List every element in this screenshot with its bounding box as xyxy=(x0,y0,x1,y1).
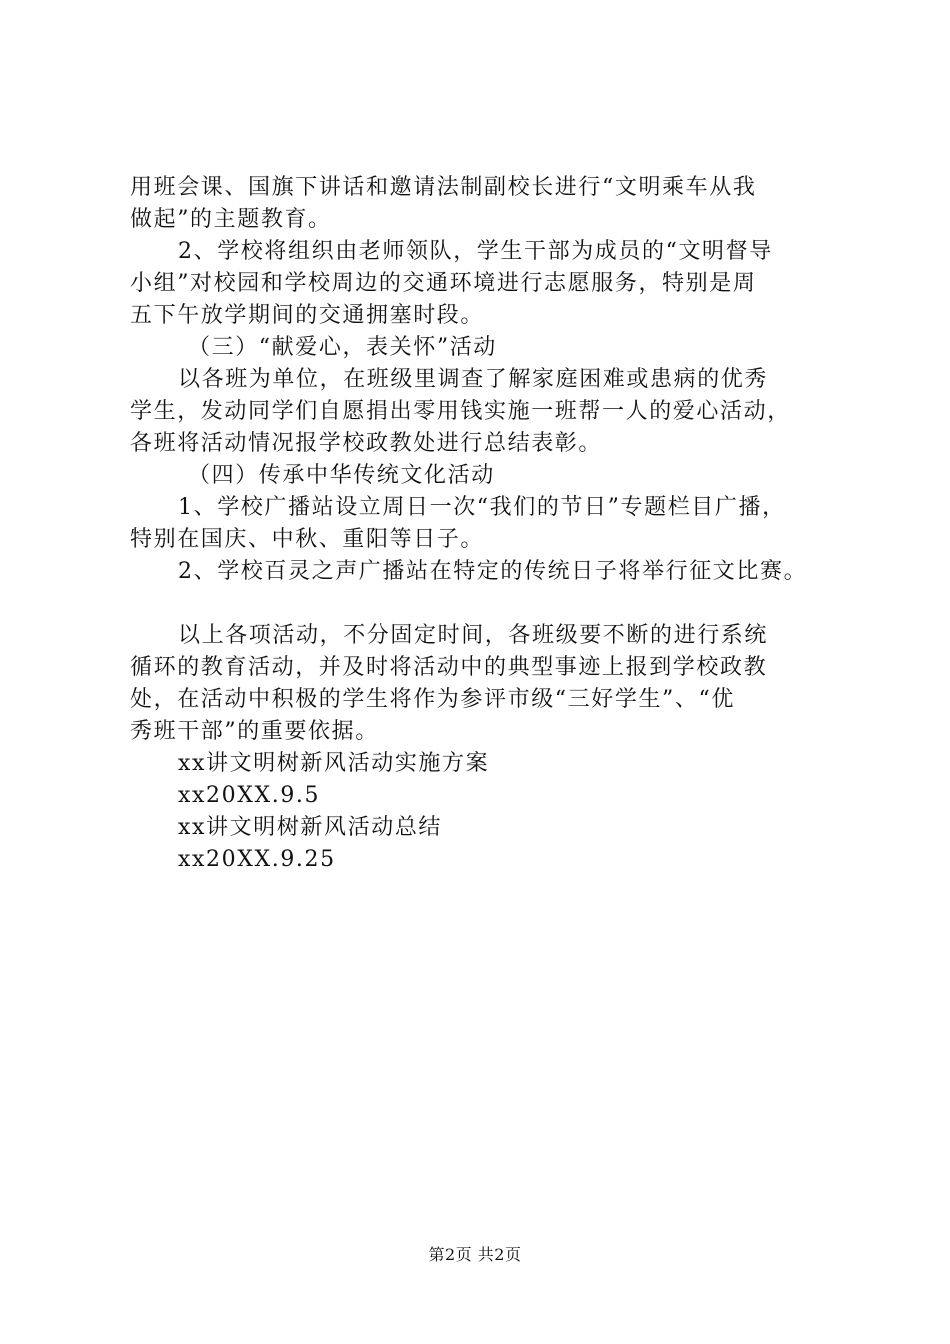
text-line: 2、学校将组织由老师领队，学生干部为成员的“文明督导 xyxy=(178,239,773,264)
text-line: 秀班干部”的重要依据。 xyxy=(130,719,379,744)
text-line: 用班会课、国旗下讲话和邀请法制副校长进行“文明乘车从我 xyxy=(130,175,757,200)
section-heading: （三）“献爱心，表关怀”活动 xyxy=(188,335,497,360)
text-line: 2、学校百灵之声广播站在特定的传统日子将举行征文比赛。 xyxy=(178,559,808,584)
section-heading: （四）传承中华传统文化活动 xyxy=(188,463,495,488)
signature-date: xx20XX.9.25 xyxy=(178,847,336,872)
text-line: 特别在国庆、中秋、重阳等日子。 xyxy=(130,527,485,552)
text-line: 以各班为单位，在班级里调查了解家庭困难或患病的优秀 xyxy=(178,367,769,392)
text-line: 学生，发动同学们自愿捐出零用钱实施一班帮一人的爱心活动， xyxy=(130,399,791,424)
document-body xyxy=(130,172,850,876)
signature-title: xx讲文明树新风活动总结 xyxy=(178,815,443,840)
paragraph-gap xyxy=(130,588,850,620)
signature-date: xx20XX.9.5 xyxy=(178,783,321,808)
text-line: 以上各项活动，不分固定时间，各班级要不断的进行系统 xyxy=(178,623,769,648)
page-number-footer: 第2页 共2页 xyxy=(428,1245,522,1264)
text-line: 1、学校广播站设立周日一次“我们的节日”专题栏目广播， xyxy=(178,495,786,520)
text-line: 循环的教育活动，并及时将活动中的典型事迹上报到学校政教 xyxy=(130,655,768,680)
text-line: 处，在活动中积极的学生将作为参评市级“三好学生”、“优 xyxy=(130,687,735,712)
signature-title: xx讲文明树新风活动实施方案 xyxy=(178,751,490,776)
text-line: 五下午放学期间的交通拥塞时段。 xyxy=(130,303,485,328)
text-line: 小组”对校园和学校周边的交通环境进行志愿服务，特别是周 xyxy=(130,271,757,296)
text-line: 各班将活动情况报学校政教处进行总结表彰。 xyxy=(130,431,603,456)
text-line: 做起”的主题教育。 xyxy=(130,207,332,232)
